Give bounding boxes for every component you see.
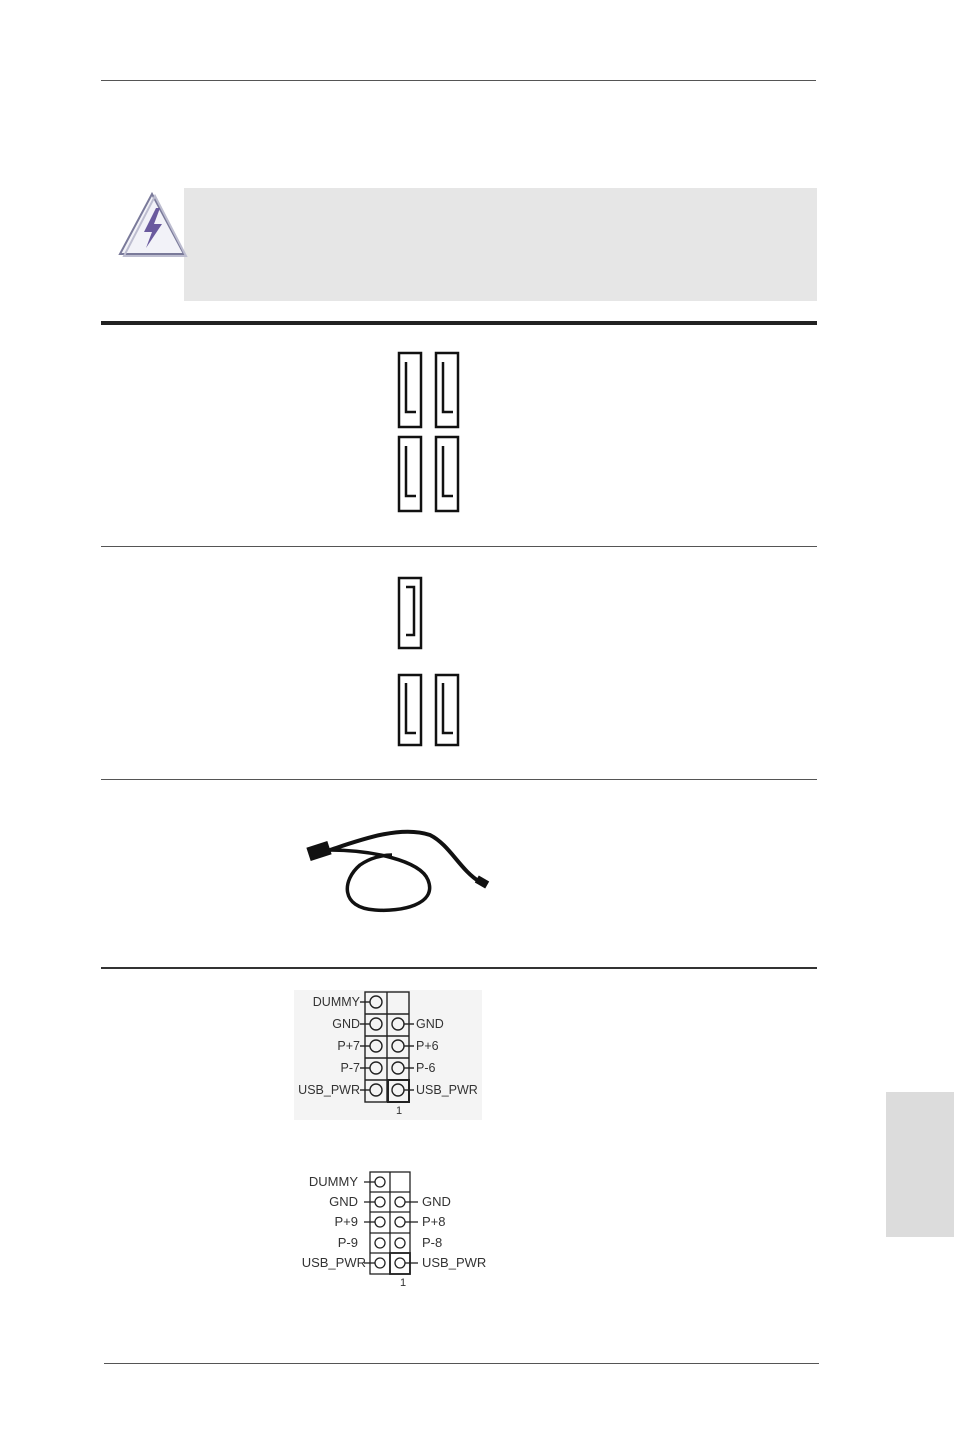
usb-b-left-label: GND — [329, 1194, 358, 1209]
usb-b-pin1-label: 1 — [400, 1277, 407, 1289]
sata-connector-group-1 — [396, 350, 464, 514]
usb-a-right-label: USB_PWR — [416, 1083, 478, 1097]
usb-b-right-label: P-8 — [422, 1235, 443, 1250]
section-rule-2 — [101, 779, 817, 780]
usb-a-pin1-label: 1 — [396, 1105, 403, 1117]
side-index-tab — [886, 1092, 954, 1237]
sata-port-3 — [399, 437, 421, 511]
usb-a-right-label: GND — [416, 1017, 444, 1031]
usb-header-a-pins — [294, 990, 482, 1120]
usb-a-left-label: DUMMY — [312, 995, 360, 1009]
bottom-rule — [104, 1363, 819, 1364]
section-rule-thick — [101, 321, 817, 325]
caution-note-box — [184, 188, 817, 301]
section-rule-1 — [101, 546, 817, 547]
top-rule — [101, 80, 816, 81]
usb-a-left-label: GND — [332, 1017, 360, 1031]
section-rule-3 — [101, 967, 817, 969]
sata-port-1 — [399, 353, 421, 427]
usb-b-left-label: DUMMY — [308, 1174, 358, 1189]
sata-port-2 — [436, 353, 458, 427]
sata-port-6 — [399, 675, 421, 745]
sata-port-4 — [436, 437, 458, 511]
usb-a-right-label: P+6 — [416, 1039, 439, 1053]
sata-port-5 — [399, 578, 421, 648]
sata-cable-image — [300, 820, 500, 920]
usb-header-diagram-a — [294, 990, 482, 1120]
warning-lightning-icon — [116, 190, 188, 260]
usb-b-left-label: P+9 — [334, 1214, 358, 1229]
usb-a-left-label: P+7 — [337, 1039, 360, 1053]
usb-b-right-label: GND — [422, 1194, 451, 1209]
usb-b-right-label: P+8 — [422, 1214, 446, 1229]
usb-a-left-label: P-7 — [340, 1061, 360, 1075]
usb-b-right-label: USB_PWR — [422, 1255, 487, 1270]
usb-a-right-label: P-6 — [416, 1061, 436, 1075]
usb-a-left-label: USB_PWR — [298, 1083, 360, 1097]
usb-b-left-label: P-9 — [337, 1235, 358, 1250]
sata-connector-group-2 — [396, 575, 464, 751]
sata-port-7 — [436, 675, 458, 745]
usb-b-left-label: USB_PWR — [301, 1255, 366, 1270]
usb-header-diagram-b — [294, 1170, 494, 1295]
